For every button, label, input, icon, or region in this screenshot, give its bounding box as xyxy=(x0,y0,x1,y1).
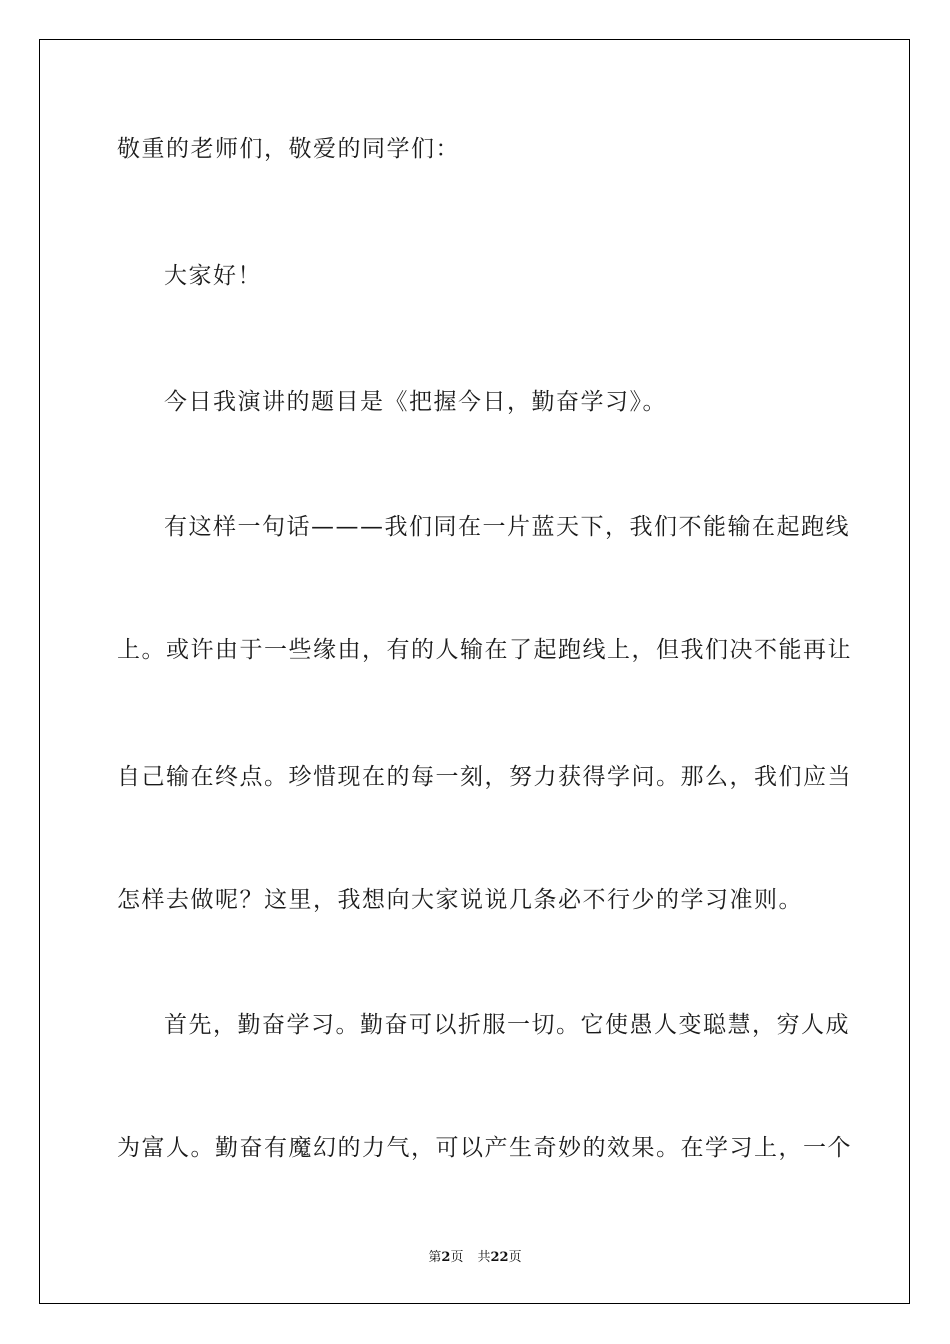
total-suffix: 页 xyxy=(508,1250,522,1265)
paragraph-line: 为富人。勤奋有魔幻的力气，可以产生奇妙的效果。在学习上，一个 xyxy=(117,1135,852,1161)
salutation-line: 敬重的老师们，敬爱的同学们： xyxy=(117,136,460,162)
greeting-line: 大家好！ xyxy=(164,263,262,289)
total-prefix: 共 xyxy=(477,1250,491,1265)
page-number: 2 xyxy=(441,1250,451,1265)
paragraph-line: 有这样一句话———我们同在一片蓝天下，我们不能输在起跑线 xyxy=(164,514,850,540)
page-suffix: 页 xyxy=(450,1250,464,1265)
topic-line: 今日我演讲的题目是《把握今日，勤奋学习》。 xyxy=(164,389,667,415)
page-prefix: 第 xyxy=(428,1250,442,1265)
page-frame xyxy=(39,39,910,1304)
paragraph-line: 自己输在终点。珍惜现在的每一刻，努力获得学问。那么，我们应当 xyxy=(117,764,852,790)
paragraph-line: 上。或许由于一些缘由，有的人输在了起跑线上，但我们决不能再让 xyxy=(117,637,852,663)
total-pages: 22 xyxy=(490,1250,509,1265)
paragraph-line: 怎样去做呢？这里，我想向大家说说几条必不行少的学习准则。 xyxy=(117,887,803,913)
page-footer xyxy=(0,1246,950,1265)
paragraph-line: 首先，勤奋学习。勤奋可以折服一切。它使愚人变聪慧，穷人成 xyxy=(164,1012,850,1038)
